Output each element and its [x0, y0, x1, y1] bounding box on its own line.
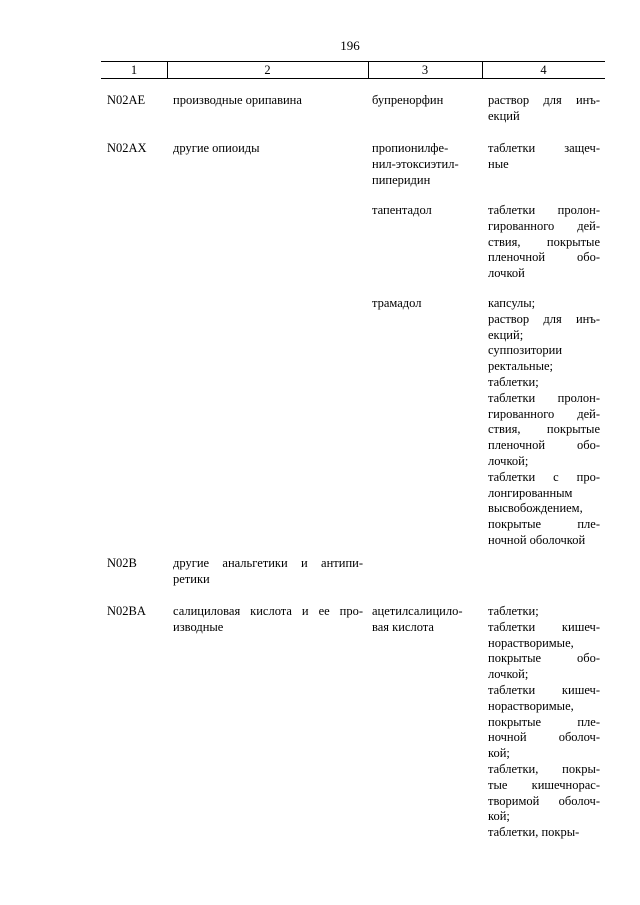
- cell-line: таблетки пролон-: [488, 203, 600, 217]
- cell-line: пленочной обо-: [488, 250, 600, 265]
- cell-line: пиперидин: [372, 172, 431, 187]
- cell-line: лонгированным: [488, 485, 573, 500]
- table-row-group: [173, 93, 363, 109]
- cell-line: капсулы;: [488, 296, 536, 310]
- cell-line: ствия, покрытые: [488, 422, 600, 437]
- table-row-forms: [488, 93, 600, 125]
- cell-line: таблетки, покры-: [488, 761, 600, 776]
- cell-line: нил-этоксиэтил-: [372, 156, 459, 171]
- table-row-forms: [488, 203, 600, 282]
- header-col-4: 4: [540, 63, 547, 77]
- cell-line: таблетки;: [488, 374, 539, 389]
- cell-line: высвобождением,: [488, 501, 583, 516]
- cell-line: норастворимые,: [488, 635, 574, 650]
- table-row-substance: [372, 203, 477, 219]
- cell-line: бупренорфин: [372, 93, 444, 107]
- cell-line: екций: [488, 108, 520, 123]
- cell-line: раствор для инъ-: [488, 311, 600, 326]
- table-row-group: [173, 556, 363, 588]
- cell-line: тые кишечнорас-: [488, 777, 600, 792]
- cell-line: творимой оболоч-: [488, 793, 600, 808]
- page-number: 196: [340, 38, 360, 53]
- cell-line: пропионилфе-: [372, 141, 449, 155]
- table-row-substance: [372, 93, 477, 109]
- table-row-group: [173, 604, 363, 636]
- cell-line: трамадол: [372, 296, 422, 310]
- table-row-forms: [488, 604, 600, 841]
- cell-line: гированного дей-: [488, 406, 600, 421]
- cell-line: пленочной обо-: [488, 438, 600, 453]
- cell-line: другие анальгетики и антипи-: [173, 556, 363, 570]
- header-col-3: 3: [421, 63, 429, 77]
- cell-line: лочкой: [488, 266, 525, 281]
- table-row-substance: [372, 604, 477, 636]
- cell-line: таблетки;: [488, 604, 539, 618]
- cell-line: изводные: [173, 619, 224, 634]
- table-row-forms: [488, 296, 600, 549]
- cell-line: салициловая кислота и ее про-: [173, 604, 363, 618]
- table-row-substance: [372, 141, 477, 188]
- cell-line: ретики: [173, 571, 210, 586]
- cell-line: екций;: [488, 327, 524, 342]
- cell-line: таблетки пролон-: [488, 390, 600, 405]
- cell-line: лочкой;: [488, 453, 529, 468]
- cell-line: таблетки защеч-: [488, 141, 600, 155]
- table-row-forms: [488, 141, 600, 173]
- table-header: [101, 61, 605, 79]
- table-row-code: N02BA: [107, 604, 146, 618]
- table-row-code: N02AX: [107, 141, 147, 155]
- cell-line: производные орипавина: [173, 93, 302, 107]
- cell-line: вая кислота: [372, 619, 434, 634]
- cell-line: суппозитории: [488, 343, 563, 358]
- cell-line: таблетки с про-: [488, 469, 600, 484]
- table-row-group: [173, 141, 363, 157]
- cell-line: ные: [488, 156, 509, 171]
- cell-line: покрытые пле-: [488, 714, 600, 729]
- cell-line: ночной оболочкой: [488, 532, 586, 547]
- cell-line: ацетилсалицило-: [372, 604, 463, 618]
- cell-line: таблетки, покры-: [488, 825, 580, 840]
- cell-line: ствия, покрытые: [488, 234, 600, 249]
- table-row-code: N02AE: [107, 93, 146, 107]
- cell-line: ректальные;: [488, 359, 554, 374]
- cell-line: другие опиоиды: [173, 141, 260, 155]
- table-row-substance: [372, 296, 477, 312]
- cell-line: тапентадол: [372, 203, 432, 217]
- cell-line: кой;: [488, 746, 510, 761]
- cell-line: покрытые обо-: [488, 651, 600, 666]
- cell-line: ночной оболоч-: [488, 730, 600, 745]
- table-row-code: N02B: [107, 556, 137, 570]
- cell-line: покрытые пле-: [488, 517, 600, 532]
- cell-line: раствор для инъ-: [488, 93, 600, 107]
- cell-line: таблетки кишеч-: [488, 682, 600, 697]
- cell-line: таблетки кишеч-: [488, 619, 600, 634]
- cell-line: лочкой;: [488, 667, 529, 682]
- cell-line: гированного дей-: [488, 218, 600, 233]
- cell-line: кой;: [488, 809, 510, 824]
- cell-line: норастворимые,: [488, 698, 574, 713]
- header-col-2: 2: [264, 63, 271, 77]
- header-col-1: 1: [130, 63, 138, 77]
